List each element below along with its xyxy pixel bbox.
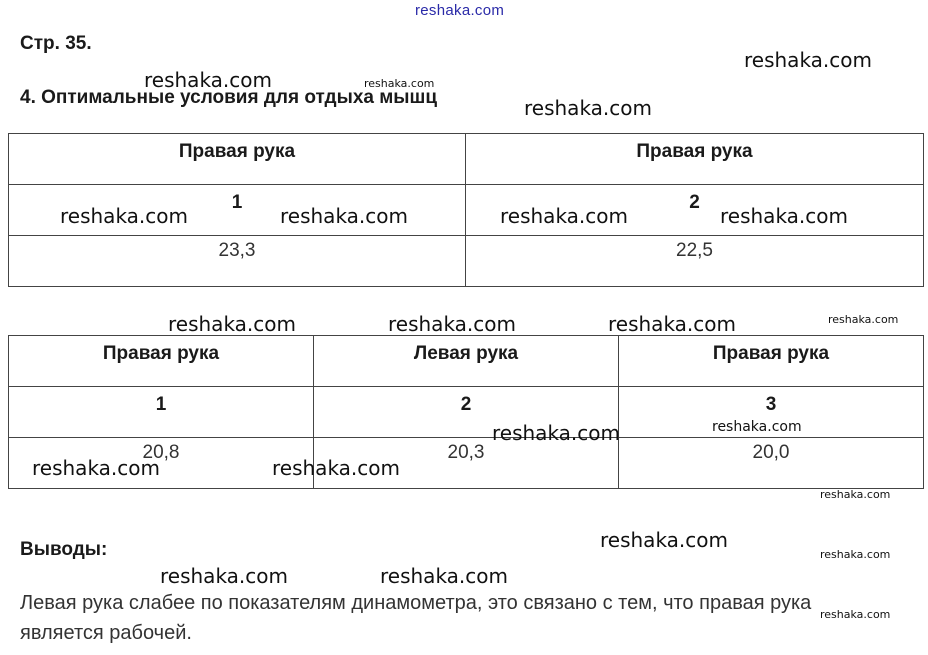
table-number-cell: 2 (314, 387, 619, 438)
table-header-cell: Правая рука (466, 134, 924, 185)
watermark: reshaka.com (388, 312, 516, 336)
watermark: reshaka.com (60, 204, 188, 228)
watermark: reshaka.com (380, 564, 508, 588)
watermark: reshaka.com (820, 488, 891, 501)
table-row-values (9, 236, 924, 287)
watermark: reshaka.com (144, 68, 272, 92)
watermark: reshaka.com (524, 96, 652, 120)
task-title: 4. Оптимальные условия для отдыха мышц (20, 87, 438, 108)
table-number-cell: 3 (619, 387, 924, 438)
watermark: reshaka.com (820, 548, 891, 561)
watermark: reshaka.com (828, 313, 899, 326)
table-row-headers (9, 134, 924, 185)
table-number-cell: 1 (9, 387, 314, 438)
table-value-cell: 22,5 (466, 236, 924, 287)
watermark: reshaka.com (280, 204, 408, 228)
watermark: reshaka.com (820, 608, 891, 621)
watermark: reshaka.com (720, 204, 848, 228)
watermark: reshaka.com (608, 312, 736, 336)
table-number-cell: 2 (466, 185, 924, 236)
watermark: reshaka.com (744, 48, 872, 72)
page-label: Стр. 35. (20, 33, 92, 54)
watermark: reshaka.com (364, 77, 435, 90)
table-number-cell: 1 (9, 185, 466, 236)
watermark: reshaka.com (160, 564, 288, 588)
table-header-cell: Левая рука (314, 336, 619, 387)
table-header-cell: Правая рука (619, 336, 924, 387)
table-value-cell: 20,3 (314, 438, 619, 489)
watermark: reshaka.com (712, 419, 802, 435)
table-header-cell: Правая рука (9, 336, 314, 387)
table-value-cell: 23,3 (9, 236, 466, 287)
table-value-cell: 20,8 (9, 438, 314, 489)
watermark: reshaka.com (272, 456, 400, 480)
watermark: reshaka.com (492, 421, 620, 445)
table-value-cell: 20,0 (619, 438, 924, 489)
watermark: reshaka.com (168, 312, 296, 336)
site-link[interactable]: reshaka.com (415, 2, 505, 19)
watermark: reshaka.com (32, 456, 160, 480)
table-row-headers (9, 336, 924, 387)
conclusions-text: Левая рука слабее по показателям динамометра, это связано с тем, что правая рука является рабочей. (20, 592, 812, 644)
watermark: reshaka.com (600, 528, 728, 552)
watermark: reshaka.com (500, 204, 628, 228)
table-header-cell: Правая рука (9, 134, 466, 185)
conclusions-heading: Выводы: (20, 539, 108, 560)
